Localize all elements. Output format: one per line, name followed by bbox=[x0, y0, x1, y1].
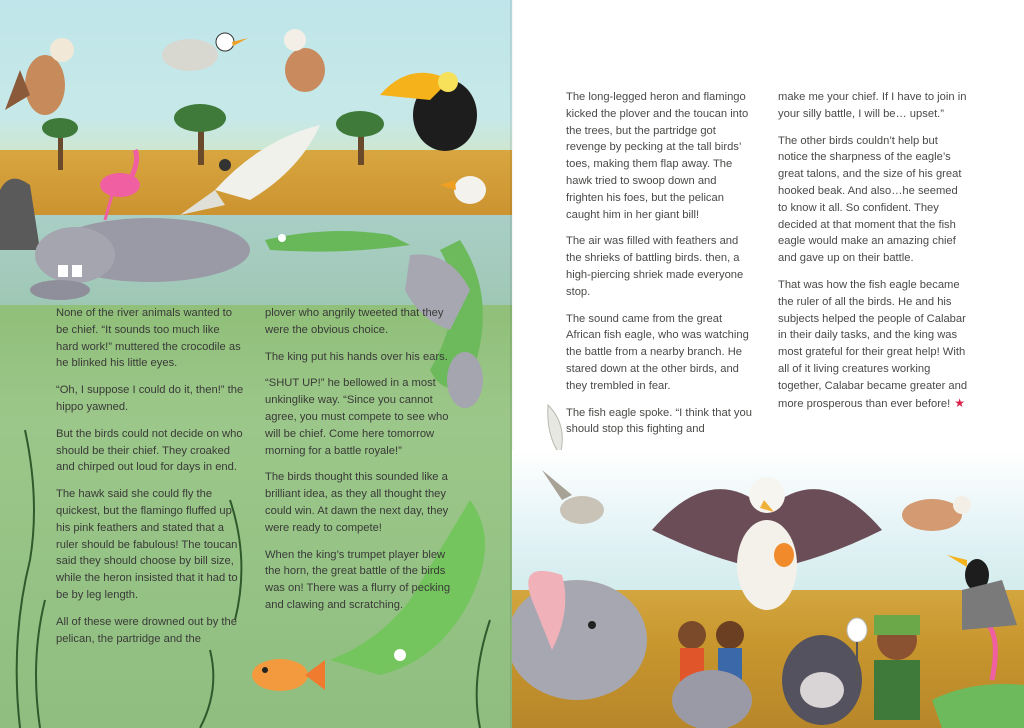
tree-small bbox=[42, 118, 78, 170]
end-star-icon: ★ bbox=[954, 395, 966, 410]
paragraph: The birds thought this sounded like a brilliant idea, as they all thought they could win. At dawn the next day, they were ready to compete! bbox=[265, 471, 449, 534]
paragraph: The other birds couldn’t help but notice the sharpness of the eagle’s great talons, and the size of his great hooked beak. And also…he seemed to know it all. So confident. They decided at that moment that the fish eagle would make an amazing chief and gave up on their battle. bbox=[778, 134, 962, 265]
paragraph: “SHUT UP!” he bellowed in a most unkinglike way. “Since you cannot agree, you must compete to see who will be chief. Come here tomorrow morning for a battle royale!” bbox=[265, 377, 449, 457]
left-column-a bbox=[56, 305, 244, 657]
paragraph: None of the river animals wanted to be chief. “It sounds too much like hard work!” muttered the crocodile as he blinked his little eyes. bbox=[56, 307, 241, 370]
paragraph: When the king’s trumpet player blew the horn, the great battle of the birds was on! There was a flurry of pecking and clawing and scratching. bbox=[265, 548, 451, 611]
flamingo-illustration bbox=[100, 150, 140, 220]
crocodile-scene-illustration bbox=[932, 684, 1024, 728]
scene-illustration bbox=[512, 450, 1024, 728]
paragraph: The sound came from the great African fish eagle, who was watching the battle from a nearby branch. He stared down at the other birds, and they trembled in fear. bbox=[566, 312, 749, 392]
paragraph: The hawk said she could fly the quickest, but the flamingo fluffed up his pink feathers and stated that a ruler should be fabulous! The toucan said they should choose by bill size, while the heron insisted that it had to be by leg length. bbox=[56, 488, 238, 601]
king-illustration bbox=[874, 615, 920, 720]
paragraph: make me your chief. If I have to join in your silly battle, I will be… upset.” bbox=[778, 91, 967, 120]
hawk-illustration bbox=[5, 38, 74, 115]
partridge-small-illustration bbox=[902, 496, 971, 531]
rock-left bbox=[0, 179, 40, 250]
right-page-scene bbox=[512, 450, 1024, 728]
paragraph: All of these were drowned out by the pelican, the partridge and the bbox=[56, 615, 237, 645]
tree-right bbox=[336, 111, 384, 165]
partridge-illustration bbox=[284, 29, 325, 92]
gorilla-illustration bbox=[782, 635, 862, 725]
paragraph: The long-legged heron and flamingo kicked the plover and the toucan into the trees, but the partridge got revenge by pecking at the tall birds’ toes, making them flap away. The hawk tried to swoop down and frighten his foes, but the pelican caught him in her giant bill! bbox=[566, 91, 749, 221]
paragraph: The king put his hands over his ears. bbox=[265, 350, 448, 363]
paragraph: “Oh, I suppose I could do it, then!” the hippo yawned. bbox=[56, 384, 244, 413]
eagle-illustration bbox=[652, 477, 882, 610]
elephant-illustration bbox=[512, 571, 647, 700]
toucan-illustration bbox=[380, 72, 477, 151]
hippo-illustration bbox=[30, 218, 250, 300]
right-column-a bbox=[566, 89, 754, 448]
paragraph-text: That was how the fish eagle became the ruler of all the birds. He and his subjects helped the people of Calabar in their daily tasks, and the king was most grateful for their great help! With all of it living creatures working together, Calabar became greater and more prosperous than ever before! bbox=[778, 278, 968, 410]
paragraph: The air was filled with feathers and the shrieks of battling birds. then, a high-piercing shriek made everyone stop. bbox=[566, 235, 744, 298]
paragraph: But the birds could not decide on who should be their chief. They croaked and chirped out loud for days in end. bbox=[56, 427, 243, 474]
tree-left bbox=[174, 104, 226, 165]
hawk-small-illustration bbox=[542, 470, 604, 524]
paragraph: plover who angrily tweeted that they were the obvious choice. bbox=[265, 307, 444, 336]
right-column-b bbox=[778, 89, 968, 422]
left-column-b bbox=[265, 305, 461, 624]
fish-illustration bbox=[252, 659, 325, 691]
paragraph: The fish eagle spoke. “I think that you should stop this fighting and bbox=[566, 406, 752, 436]
paragraph bbox=[778, 277, 968, 412]
hippo-scene bbox=[672, 670, 752, 728]
crocodile-illustration bbox=[265, 231, 410, 252]
pelican-illustration bbox=[440, 176, 486, 204]
plover-illustration bbox=[162, 33, 248, 71]
